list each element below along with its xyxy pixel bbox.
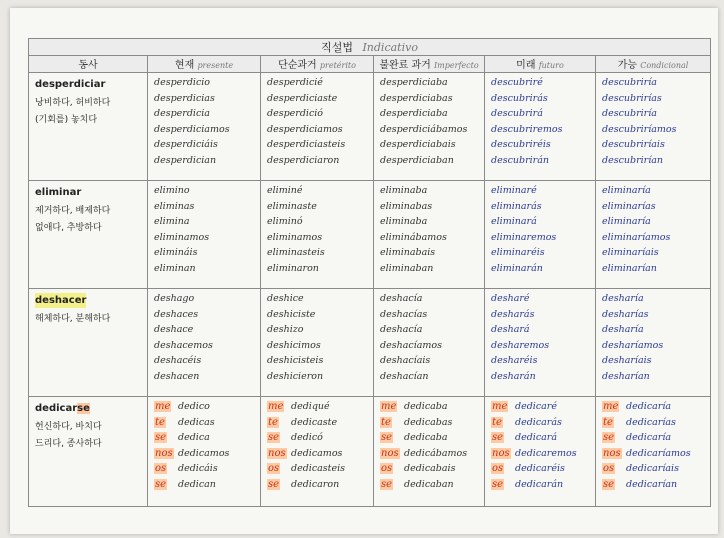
- conjugated-form: elimináis: [154, 247, 198, 259]
- reflexive-pronoun: me: [381, 401, 397, 412]
- header-conditional: [596, 56, 711, 73]
- conjugated-form: desharías: [602, 308, 649, 320]
- conjugated-form: dedicó: [291, 432, 323, 444]
- conjugated-form: dedicaba: [404, 401, 448, 412]
- conjugated-form-row: [267, 399, 373, 415]
- conjugated-form-row: [267, 415, 373, 431]
- title-row: [29, 39, 711, 56]
- conjugated-form: dedicaríamos: [626, 447, 691, 459]
- conjugated-form-row: [491, 415, 595, 431]
- reflexive-pronoun: nos: [155, 447, 173, 459]
- verb-cell: [29, 289, 148, 397]
- conjugated-form-row: [602, 461, 710, 477]
- conjugated-form: eliminabas: [380, 200, 433, 212]
- conjugated-form-row: [267, 477, 373, 493]
- conjugated-form: eliminaba: [380, 185, 428, 196]
- conjugated-form: eliminaríamos: [602, 231, 671, 243]
- conjugated-form-row: [154, 477, 260, 493]
- conjugated-form: dedicamos: [291, 447, 343, 459]
- conjugated-form: deshacíais: [380, 355, 431, 367]
- conjugated-form: eliminarás: [491, 200, 542, 212]
- header-spanish: pretérito: [319, 61, 356, 70]
- conjugated-form: desperdiciabas: [380, 92, 453, 104]
- conjugated-form: deshice: [267, 293, 304, 304]
- header-korean: 단순과거: [278, 60, 317, 71]
- conjugated-form: eliminó: [267, 216, 303, 228]
- conjugated-form: desperdiciaron: [267, 154, 340, 166]
- conjugated-form: deshizo: [267, 324, 304, 336]
- verb-meaning: 없애다, 추방하다: [35, 223, 102, 233]
- conjugated-form: dedicaré: [515, 401, 557, 412]
- reflexive-pronoun: os: [155, 463, 167, 475]
- reflexive-pronoun: nos: [268, 447, 286, 459]
- conjugated-form-row: [602, 446, 710, 462]
- conjugated-form: deshacían: [380, 370, 429, 382]
- conjugated-form: dedicamos: [178, 447, 230, 459]
- reflexive-pronoun: se: [492, 432, 504, 444]
- conditional-forms: [596, 397, 711, 507]
- future-forms: [485, 397, 596, 507]
- preterite-forms: [261, 397, 374, 507]
- conjugated-form: deshaces: [154, 308, 199, 320]
- reflexive-pronoun: te: [268, 416, 278, 428]
- conjugated-form-row: [491, 399, 595, 415]
- conjugated-form-row: [602, 477, 710, 493]
- conjugated-form: desperdiciabais: [380, 139, 456, 151]
- conjugated-form-row: [602, 415, 710, 431]
- reflexive-pronoun: se: [268, 432, 280, 444]
- conjugated-form: deshacías: [380, 308, 428, 320]
- reflexive-pronoun: se: [381, 432, 393, 444]
- conjugated-form-row: [267, 461, 373, 477]
- imperfect-forms: [374, 181, 485, 289]
- present-forms: [148, 397, 261, 507]
- conjugated-form: dedicaremos: [515, 447, 577, 459]
- conjugated-form: dedicabas: [404, 416, 453, 428]
- conjugated-form-row: [154, 430, 260, 446]
- reflexive-pronoun: nos: [603, 447, 621, 459]
- imperfect-forms: [374, 397, 485, 507]
- conjugated-form: deshacía: [380, 324, 423, 336]
- conjugated-form: desperdicia: [154, 108, 210, 120]
- reflexive-pronoun: os: [603, 463, 615, 475]
- header-preterite: [261, 56, 374, 73]
- title-korean: 직설법: [321, 41, 353, 54]
- conjugated-form: desperdiciábamos: [380, 123, 468, 135]
- conjugated-form: dedicaron: [291, 478, 340, 490]
- conjugated-form: eliminará: [491, 216, 537, 228]
- conjugated-form: descubrirán: [491, 154, 550, 166]
- conjugated-form: descubrirá: [491, 108, 543, 120]
- conjugation-table: [28, 38, 711, 507]
- conjugated-form: dedican: [178, 478, 216, 490]
- reflexive-pronoun: se: [603, 432, 615, 444]
- conjugated-form: deshace: [154, 324, 194, 336]
- verb-meaning: 낭비하다, 허비하다: [35, 98, 111, 108]
- conjugated-form: deshicieron: [267, 370, 324, 382]
- header-spanish: presente: [197, 61, 234, 70]
- verb-row-dedicarse: [29, 397, 711, 507]
- conjugated-form: descubriré: [491, 77, 543, 88]
- conjugated-form: eliminaban: [380, 262, 434, 274]
- reflexive-pronoun: te: [381, 416, 391, 428]
- verb-meaning: 드리다, 종사하다: [35, 439, 102, 449]
- header-korean: 동사: [78, 60, 98, 71]
- conjugated-form: descubriríamos: [602, 123, 677, 135]
- conjugated-form: desperdiciasteis: [267, 139, 346, 151]
- header-present: [148, 56, 261, 73]
- conjugated-form: dedicaba: [404, 432, 448, 444]
- conjugated-form: desperdiciaban: [380, 154, 454, 166]
- conjugated-form: dedico: [178, 401, 210, 412]
- conjugated-form: eliminaríais: [602, 247, 659, 259]
- conjugated-form-row: [154, 415, 260, 431]
- present-forms: [148, 73, 261, 181]
- verb-row-eliminar: [29, 181, 711, 289]
- conjugated-form: dedicarías: [626, 416, 676, 428]
- reflexive-pronoun: te: [603, 416, 613, 428]
- conjugated-form: deshicisteis: [267, 355, 324, 367]
- notebook-page: [10, 8, 718, 534]
- conjugated-form: desperdiciaba: [380, 108, 448, 120]
- reflexive-pronoun: me: [492, 401, 508, 412]
- conjugated-form: eliminaba: [380, 216, 428, 228]
- conjugated-form: desperdicias: [154, 92, 215, 104]
- verb-stem: dedicar: [35, 403, 78, 414]
- conjugated-form: dedicabais: [404, 463, 456, 475]
- conjugated-form: deshacen: [154, 370, 200, 382]
- conjugated-form: eliminas: [154, 200, 195, 212]
- reflexive-pronoun: se: [268, 478, 280, 490]
- reflexive-pronoun: nos: [492, 447, 510, 459]
- reflexive-pronoun: se: [155, 432, 167, 444]
- header-korean: 미래: [516, 60, 536, 71]
- conjugated-form: dedicarán: [515, 478, 564, 490]
- conjugated-form: eliminábamos: [380, 231, 447, 243]
- title-spanish: Indicativo: [362, 41, 418, 54]
- verb-meaning: 헌신하다, 바치다: [35, 422, 102, 432]
- conjugated-form: desperdiciaste: [267, 92, 338, 104]
- conjugated-form: desharán: [491, 370, 536, 382]
- conjugated-form: descubriríais: [602, 139, 665, 151]
- conjugated-form-row: [154, 446, 260, 462]
- conjugated-form: eliminasteis: [267, 247, 325, 259]
- conjugated-form-row: [380, 461, 484, 477]
- reflexive-pronoun: te: [155, 416, 165, 428]
- conjugated-form: desperdicié: [267, 77, 323, 88]
- conjugated-form: dedicaréis: [515, 463, 565, 475]
- reflexive-pronoun: me: [155, 401, 171, 412]
- conjugated-form: dedicarían: [626, 478, 678, 490]
- header-korean: 가능: [617, 60, 638, 71]
- conjugated-form: eliminabais: [380, 247, 436, 259]
- conjugated-form: deshiciste: [267, 308, 316, 320]
- conjugated-form: desperdiciamos: [267, 123, 343, 135]
- header-spanish: Imperfecto: [434, 61, 479, 70]
- conjugated-form: deshacía: [380, 293, 423, 304]
- conjugated-form: elimino: [154, 185, 190, 196]
- reflexive-pronoun: os: [381, 463, 393, 475]
- conjugated-form: desharían: [602, 370, 650, 382]
- present-forms: [148, 289, 261, 397]
- reflexive-suffix: se: [77, 403, 90, 414]
- table-title: [29, 39, 711, 56]
- verb-row-deshacer: [29, 289, 711, 397]
- conjugated-form: dedicábamos: [404, 447, 468, 459]
- conjugated-form: dedicasteis: [291, 463, 346, 475]
- conjugated-form: deshago: [154, 293, 195, 304]
- conjugated-form: descubrirás: [491, 92, 548, 104]
- conjugated-form: eliminan: [154, 262, 196, 274]
- conjugated-form: deshicimos: [267, 339, 321, 351]
- conjugated-form-row: [380, 446, 484, 462]
- header-verb: [29, 56, 148, 73]
- conjugated-form: desharé: [491, 293, 530, 304]
- reflexive-pronoun: me: [268, 401, 284, 412]
- conjugated-form-row: [491, 461, 595, 477]
- conjugated-form: desperdician: [154, 154, 217, 166]
- conjugated-form: elimina: [154, 216, 190, 228]
- conditional-forms: [596, 73, 711, 181]
- present-forms: [148, 181, 261, 289]
- reflexive-pronoun: os: [268, 463, 280, 475]
- conjugated-form: desharía: [602, 324, 644, 336]
- verb-cell: [29, 73, 148, 181]
- conjugated-form: eliminaría: [602, 216, 651, 228]
- conjugated-form-row: [491, 477, 595, 493]
- conjugated-form: deshará: [491, 324, 530, 336]
- reflexive-pronoun: me: [603, 401, 619, 412]
- header-imperfect: [374, 56, 485, 73]
- conjugated-form: eliminaría: [602, 185, 651, 196]
- conjugated-form: dedica: [178, 432, 210, 444]
- conditional-forms: [596, 289, 711, 397]
- conjugated-form: descubrirías: [602, 92, 662, 104]
- future-forms: [485, 73, 596, 181]
- header-spanish: Condicional: [640, 61, 689, 70]
- header-korean: 현재: [174, 60, 195, 71]
- conjugated-form: eliminaréis: [491, 247, 545, 259]
- conjugated-form: eliminamos: [267, 231, 323, 243]
- preterite-forms: [261, 289, 374, 397]
- reflexive-pronoun: se: [603, 478, 615, 490]
- conjugated-form: descubriría: [602, 77, 657, 88]
- verb-meaning: 제거하다, 배제하다: [35, 206, 111, 216]
- conjugated-form: deshacíamos: [380, 339, 442, 351]
- conjugated-form: dedicaríais: [626, 463, 679, 475]
- conjugated-form: descubriréis: [491, 139, 551, 151]
- conjugated-form-row: [380, 477, 484, 493]
- conjugated-form: eliminarán: [491, 262, 543, 274]
- conjugated-form: desperdicio: [154, 77, 211, 88]
- conjugated-form: deshacéis: [154, 355, 202, 367]
- conjugated-form: eliminaremos: [491, 231, 557, 243]
- reflexive-pronoun: se: [492, 478, 504, 490]
- conjugated-form: desharéis: [491, 355, 538, 367]
- conjugated-form: desharás: [491, 308, 535, 320]
- verb-cell: [29, 397, 148, 507]
- preterite-forms: [261, 181, 374, 289]
- header-row: [29, 56, 711, 73]
- conjugated-form: deshacemos: [154, 339, 213, 351]
- conjugated-form: eliminarías: [602, 200, 656, 212]
- conjugated-form: dedicarás: [515, 416, 562, 428]
- verb-row-desperdiciar: [29, 73, 711, 181]
- imperfect-forms: [374, 289, 485, 397]
- conjugated-form-row: [267, 446, 373, 462]
- conjugated-form: desperdició: [267, 108, 324, 120]
- header-korean: 불완료 과거: [379, 60, 431, 71]
- conjugated-form: desperdiciáis: [154, 139, 218, 151]
- verb-name: [35, 401, 141, 416]
- conjugated-form: eliminé: [267, 185, 303, 196]
- conjugated-form: desharía: [602, 293, 644, 304]
- conjugated-form: dedicaban: [404, 478, 454, 490]
- conjugated-form: dedicaría: [626, 432, 672, 444]
- verb-name: desperdiciar: [35, 79, 106, 90]
- reflexive-pronoun: os: [492, 463, 504, 475]
- conjugated-form: dedicas: [178, 416, 215, 428]
- conjugated-form: dedicaría: [626, 401, 672, 412]
- conjugated-form: eliminamos: [154, 231, 210, 243]
- reflexive-pronoun: te: [492, 416, 502, 428]
- reflexive-pronoun: nos: [381, 447, 399, 459]
- conjugated-form: descubriría: [602, 108, 657, 120]
- conjugated-form: desharemos: [491, 339, 550, 351]
- header-future: [485, 56, 596, 73]
- conjugated-form-row: [491, 430, 595, 446]
- conjugated-form: dedicáis: [178, 463, 218, 475]
- conjugated-form: eliminaron: [267, 262, 319, 274]
- imperfect-forms: [374, 73, 485, 181]
- conjugated-form: desperdiciaba: [380, 77, 448, 88]
- reflexive-pronoun: se: [381, 478, 393, 490]
- conjugated-form: dedicaste: [291, 416, 338, 428]
- conjugated-form-row: [602, 430, 710, 446]
- future-forms: [485, 181, 596, 289]
- verb-name: eliminar: [35, 187, 82, 198]
- reflexive-pronoun: se: [155, 478, 167, 490]
- future-forms: [485, 289, 596, 397]
- header-spanish: futuro: [538, 61, 564, 70]
- conjugated-form: eliminaré: [491, 185, 537, 196]
- verb-name: deshacer: [35, 295, 87, 306]
- conjugated-form-row: [267, 430, 373, 446]
- conjugated-form: desharíais: [602, 355, 652, 367]
- conjugated-form-row: [154, 461, 260, 477]
- conjugated-form-row: [154, 399, 260, 415]
- conjugated-form-row: [602, 399, 710, 415]
- conjugated-form: dediqué: [291, 401, 330, 412]
- conditional-forms: [596, 181, 711, 289]
- conjugated-form-row: [380, 430, 484, 446]
- preterite-forms: [261, 73, 374, 181]
- conjugated-form: desharíamos: [602, 339, 664, 351]
- conjugated-form-row: [380, 415, 484, 431]
- conjugated-form: eliminarían: [602, 262, 657, 274]
- verb-meaning: (기회를) 놓치다: [35, 115, 98, 125]
- conjugated-form: eliminaste: [267, 200, 317, 212]
- conjugated-form: desperdiciamos: [154, 123, 230, 135]
- conjugated-form-row: [380, 399, 484, 415]
- verb-cell: [29, 181, 148, 289]
- conjugated-form: descubrirían: [602, 154, 664, 166]
- conjugated-form: descubriremos: [491, 123, 563, 135]
- conjugated-form: dedicará: [515, 432, 558, 444]
- conjugated-form-row: [491, 446, 595, 462]
- verb-meaning: 해체하다, 분해하다: [35, 314, 111, 324]
